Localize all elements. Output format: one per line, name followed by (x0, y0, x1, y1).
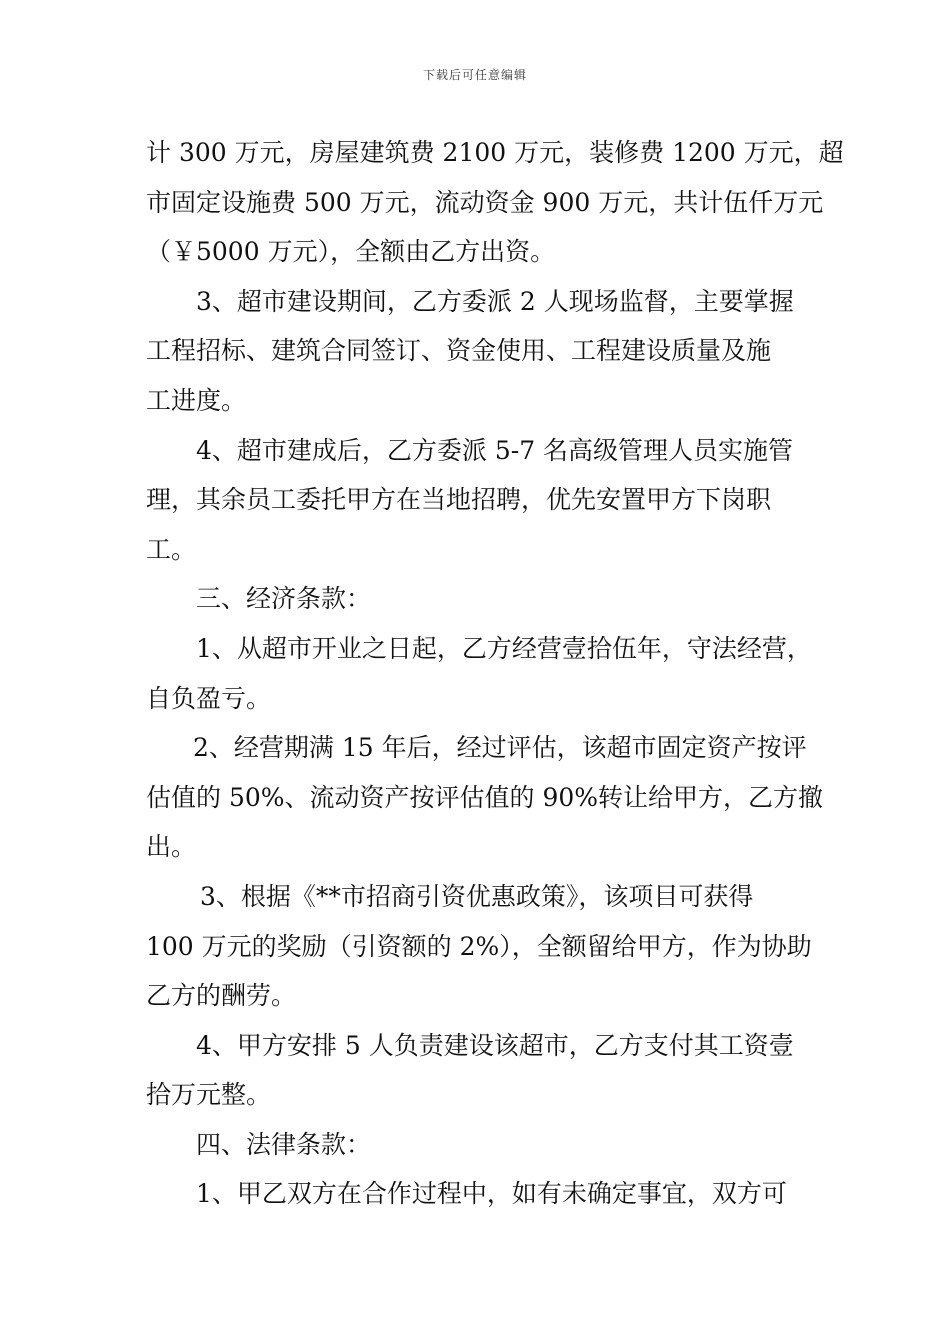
text-line: 计 300 万元，房屋建筑费 2100 万元，装修费 1200 万元，超 (146, 138, 844, 167)
paragraph-start-line: 3、根据《**市招商引资优惠政策》，该项目可获得 (200, 881, 754, 911)
paragraph-start-line: 4、超市建成后，乙方委派 5-7 名高级管理人员实施管 (196, 435, 794, 465)
text-line: 估值的 50%、流动资产按评估值的 90%转让给甲方，乙方撤 (146, 782, 824, 812)
paragraph-start-line: 1、从超市开业之日起，乙方经营壹拾伍年，守法经营， (196, 633, 812, 663)
text-line: 自负盈亏。 (146, 683, 272, 713)
text-line: 乙方的酬劳。 (146, 981, 297, 1011)
section-heading-legal: 四、法律条款： (196, 1129, 372, 1159)
text-line: 理，其余员工委托甲方在当地招聘，优先安置甲方下岗职 (146, 485, 772, 515)
text-line: 工。 (146, 534, 197, 564)
text-line: 工程招标、建筑合同签订、资金使用、工程建设质量及施 (146, 336, 772, 366)
paragraph-start-line: 2、经营期满 15 年后，经过评估，该超市固定资产按评 (193, 733, 807, 763)
paragraph-start-line: 1、甲乙双方在合作过程中，如有未确定事宜，双方可 (196, 1179, 787, 1209)
text-line: 工进度。 (146, 385, 247, 415)
text-line: 100 万元的奖励（引资额的 2%），全额留给甲方，作为协助 (146, 931, 812, 961)
text-line: 拾万元整。 (146, 1080, 272, 1110)
page-header-note: 下载后可任意编辑 (422, 68, 527, 82)
paragraph-start-line: 4、甲方安排 5 人负责建设该超市，乙方支付其工资壹 (196, 1030, 794, 1060)
document-body (146, 128, 844, 1219)
text-line: 出。 (146, 832, 197, 862)
section-heading-economic: 三、经济条款： (196, 584, 372, 614)
paragraph-start-line: 3、超市建设期间，乙方委派 2 人现场监督，主要掌握 (196, 286, 794, 316)
text-line: （￥5000 万元），全额由乙方出资。 (146, 237, 556, 267)
text-line: 市固定设施费 500 万元，流动资金 900 万元，共计伍仟万元 (146, 187, 824, 217)
